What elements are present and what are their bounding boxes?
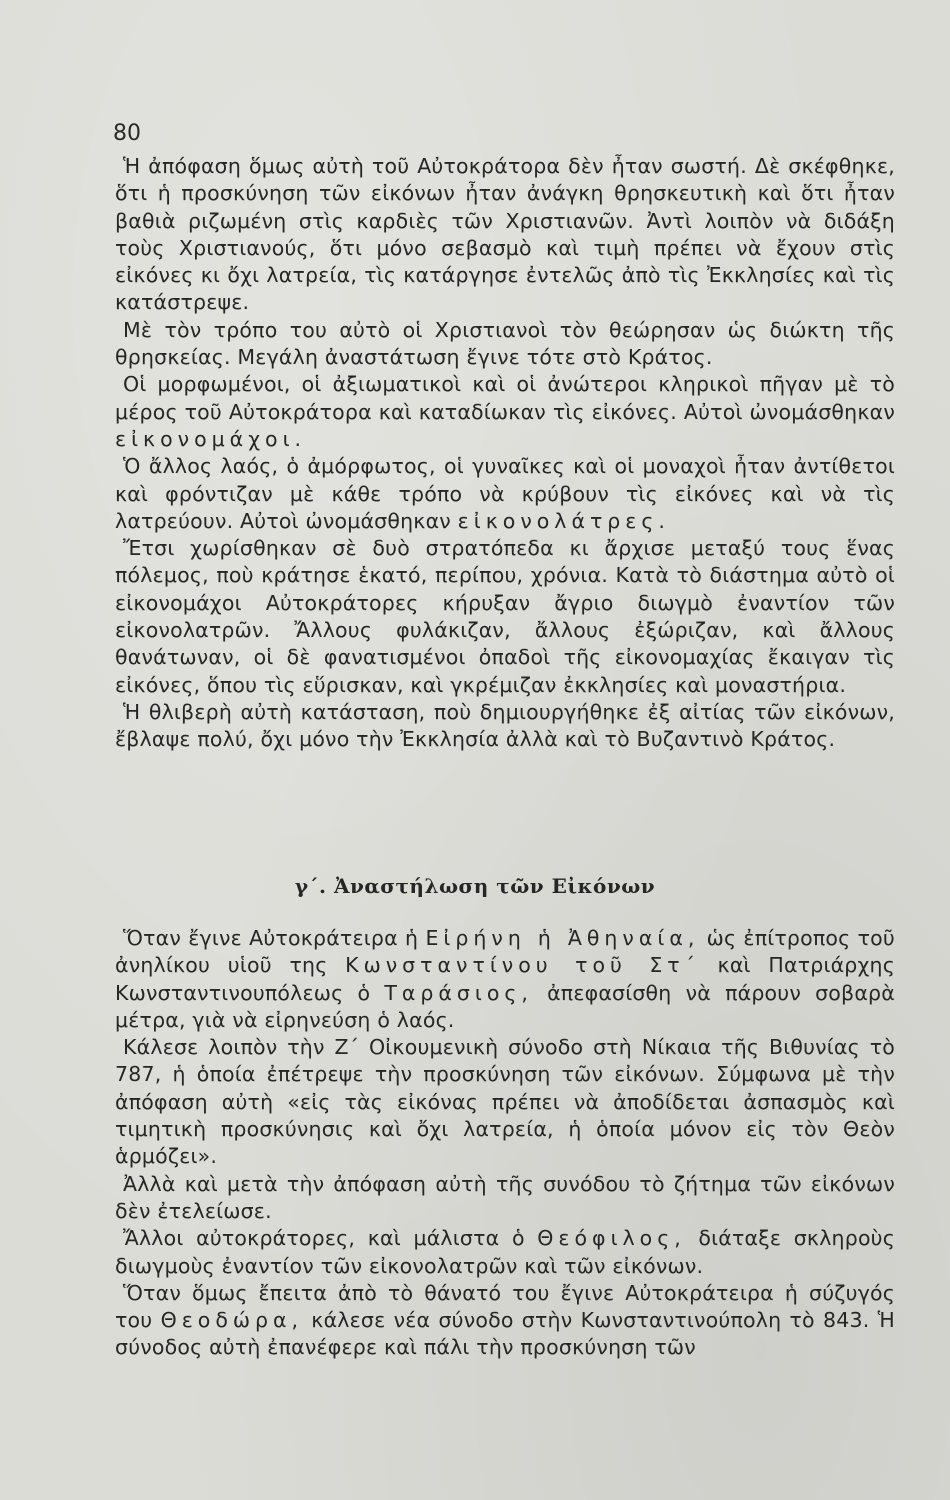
paragraph (115, 371, 895, 453)
paragraph-text: ἀπεφασίσθη νὰ πάρουν σοβαρὰ μέτρα, γιὰ νὰ εἰρηνεύση ὁ λαός. (115, 980, 895, 1032)
paragraph: Ἡ θλιβερὴ αὐτὴ κατάσταση, ποὺ δημιουργήθηκε ἐξ αἰτίας τῶν εἰκόνων, ἔβλαψε πολύ, ὄχι μόνο τὴν Ἐκκλησία ἀλλὰ καὶ τὸ Βυζαντινὸ Κράτος. (115, 699, 895, 752)
name-theodora: Θεοδώρα, (160, 1308, 304, 1333)
section-text-iconoclasm (115, 153, 895, 754)
paragraph-text: Ὁ ἄλλος λαός, ὁ ἀμόρφωτος, οἱ γυναῖκες καὶ οἱ μοναχοὶ ἦταν ἀντίθετοι καὶ φρόντιζαν μὲ κάθε τρόπο νὰ κρύβουν τὶς εἰκόνες καὶ νὰ τὶς λατρεύουν. Αὐτοὶ ὠνομάσθηκαν (115, 454, 895, 533)
paragraph (115, 1280, 895, 1362)
paragraph-text: Ὅταν ὅμως ἔπειτα ἀπὸ τὸ θάνατό του ἔγινε Αὐτοκράτειρα ἡ σύζυγός του (115, 1280, 895, 1333)
paragraph: Μὲ τὸν τρόπο του αὐτὸ οἱ Χριστιανοὶ τὸν θεώρησαν ὡς διώκτη τῆς θρησκείας. Μεγάλη ἀναστάτωση ἔγινε τότε στὸ Κράτος. (115, 317, 895, 370)
term-iconolaters: εἰκονολάτρες. (457, 508, 670, 533)
paragraph-text: Ἄλλοι αὐτοκράτορες, καὶ μάλιστα ὁ (123, 1226, 538, 1251)
paragraph: Ἡ ἀπόφαση ὅμως αὐτὴ τοῦ Αὐτοκράτορα δὲν ἦταν σωστή. Δὲ σκέφθηκε, ὅτι ἡ προσκύνηση τῶν εἰκόνων ἦταν ἀνάγκη θρησκευτικὴ καὶ ὅτι ἦταν βαθιὰ ριζωμένη στὶς καρδιὲς τῶν Χριστιανῶν. Ἀντὶ λοιπὸν νὰ διδάξη τοὺς Χριστιανούς, ὅτι μόνο σεβασμὸ καὶ τιμὴ πρέπει νὰ ἔχουν στὶς εἰκόνες κι ὄχι λατρεία, τὶς κατάργησε ἐντελῶς ἀπὸ τὶς Ἐκκλησίες καὶ τὶς κατάστρεψε. (115, 154, 895, 315)
paragraph-text: Οἱ μορφωμένοι, οἱ ἀξιωματικοὶ καὶ οἱ ἀνώτεροι κληρικοὶ πῆγαν μὲ τὸ μέρος τοῦ Αὐτοκράτορα καὶ καταδίωκαν τὶς εἰκόνες. Αὐτοὶ ὠνομάσθηκαν (115, 372, 895, 424)
name-irene: Εἰρήνη ἡ Ἀθηναία, (425, 926, 700, 950)
paragraph: Ἔτσι χωρίσθηκαν σὲ δυὸ στρατόπεδα κι ἄρχισε μεταξύ τους ἕνας πόλεμος, ποὺ κράτησε ἑκατό, περίπου, χρόνια. Κατὰ τὸ διάστημα αὐτὸ οἱ εἰκονομάχοι Αὐτοκράτορες κήρυξαν ἄγριο διωγμὸ ἐναντίον τῶν εἰκονολατρῶν. Ἄλλους φυλάκιζαν, ἄλλους ἐξώριζαν, καὶ ἄλλους θανάτωναν, οἱ δὲ φανατισμένοι ὀπαδοὶ τῆς εἰκονομαχίας ἔκαιγαν τὶς εἰκόνες, ὅπου τὶς εὕρισκαν, καὶ γκρέμιζαν ἐκκλησίες καὶ μοναστήρια. (115, 536, 895, 697)
paragraph-text: διάταξε σκληροὺς διωγμοὺς ἐναντίον τῶν εἰκονολατρῶν καὶ τῶν εἰκόνων. (115, 1226, 895, 1278)
paragraph (115, 925, 895, 1034)
paragraph-text: Ὅταν ἔγινε Αὐτοκράτειρα ἡ (123, 926, 426, 950)
section-heading: γ΄. Ἀναστήλωση τῶν Εἰκόνων (294, 874, 656, 898)
paragraph (115, 453, 895, 535)
paragraph-text: καὶ Πατριάρχης Κωνσταντινουπόλεως ὁ (115, 953, 895, 1005)
paragraph: Κάλεσε λοιπὸν τὴν Ζ΄ Οἰκουμενικὴ σύνοδο στὴ Νίκαια τῆς Βιθυνίας τὸ 787, ἡ ὁποία ἐπέτρεψε τὴν προσκύνηση τῶν εἰκόνων. Σύμφωνα μὲ τὴν ἀπόφαση αὐτὴ «εἰς τὰς εἰκόνας πρέπει νὰ ἀποδίδεται ἀσπασμὸς καὶ τιμητικὴ προσκύνησις καὶ ὄχι λατρεία, ἡ ὁποία μόνον εἰς τὸν Θεὸν ἁρμόζει». (115, 1035, 895, 1169)
paragraph: Ἀλλὰ καὶ μετὰ τὴν ἀπόφαση αὐτὴ τῆς συνόδου τὸ ζήτημα τῶν εἰκόνων δὲν ἐτελείωσε. (115, 1171, 895, 1223)
name-tarasios: Ταράσιος, (384, 980, 533, 1005)
page-number: 80 (113, 121, 141, 146)
paragraph-text: ὡς ἐπίτροπος τοῦ ἀνηλίκου υἱοῦ της (115, 926, 895, 978)
section-text-restoration (115, 925, 895, 1362)
paragraph (115, 1225, 895, 1280)
name-constantine: Κωνσταντίνου τοῦ Στ΄ (345, 953, 700, 978)
paragraph-text: κάλεσε νέα σύνοδο στὴν Κωνσταντινούπολη τὸ 843. Ἡ σύνοδος αὐτὴ ἐπανέφερε καὶ πάλι τὴν προσκύνηση τῶν (115, 1308, 895, 1360)
term-iconoclasts: εἰκονομάχοι. (115, 426, 307, 451)
name-theophilos: Θεόφιλος, (537, 1226, 686, 1251)
